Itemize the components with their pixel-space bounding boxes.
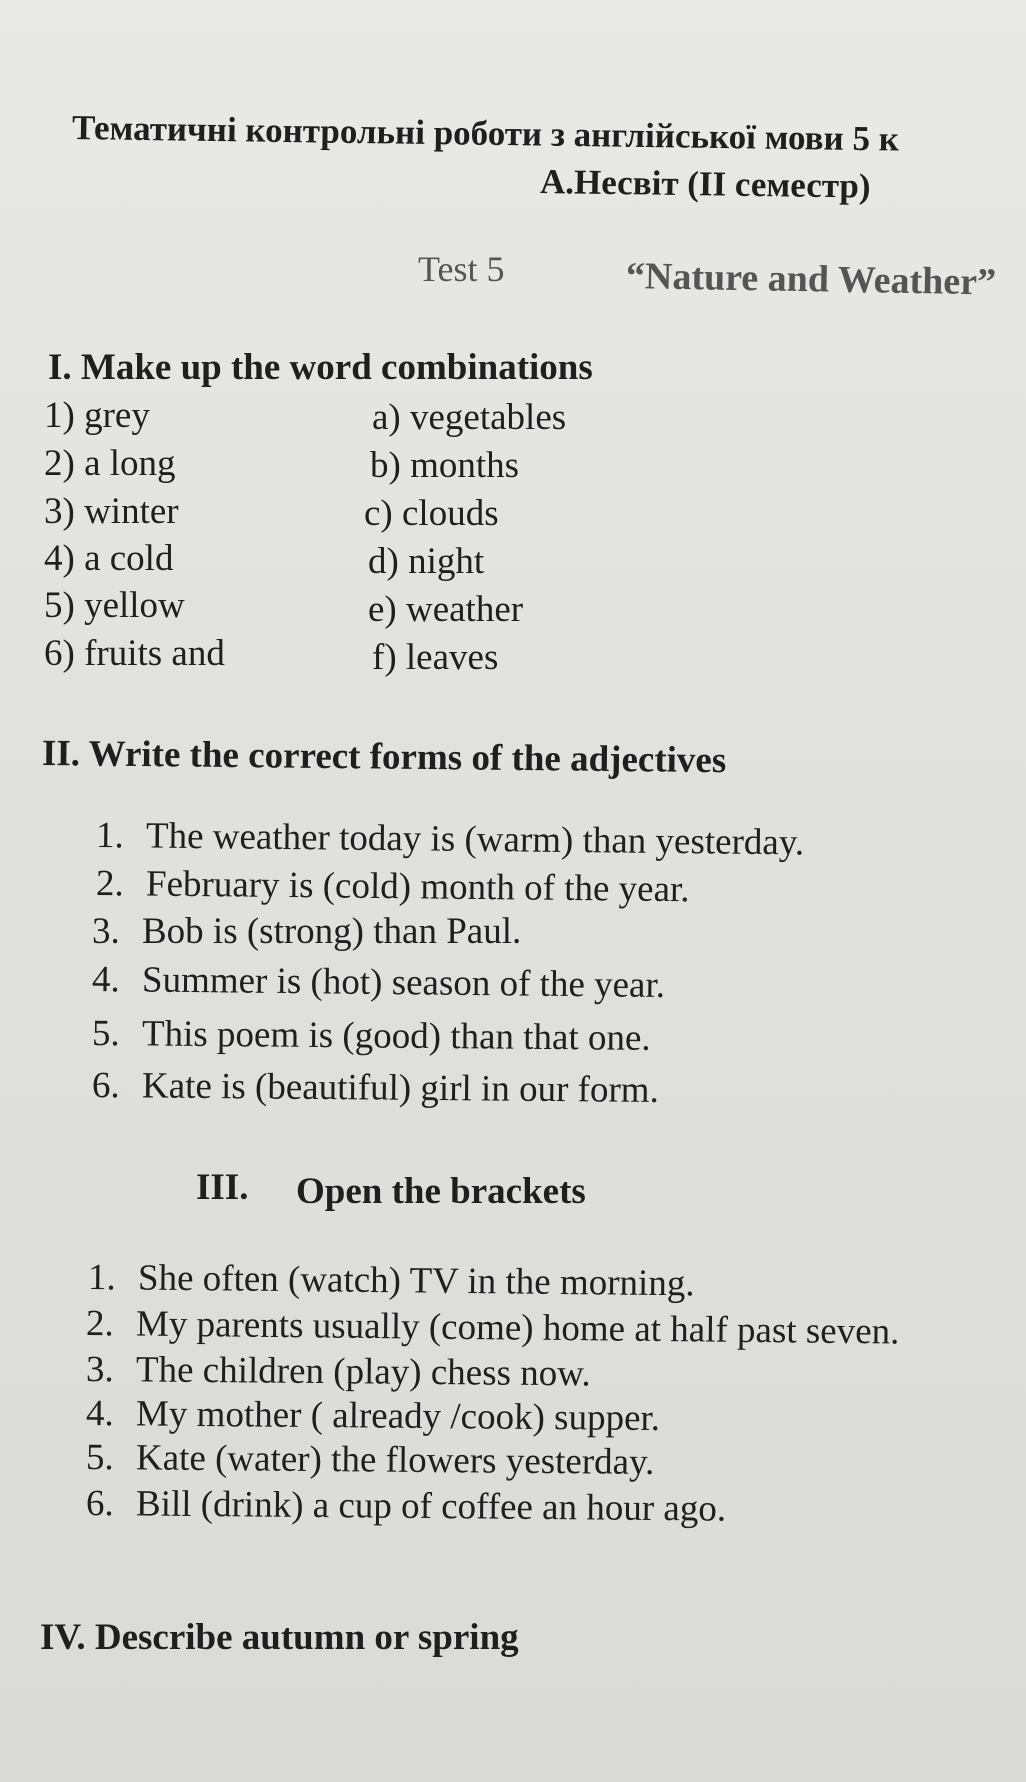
item-text: Kate is (beautiful) girl in our form. xyxy=(141,1065,659,1111)
combination-left-item: 5) yellow xyxy=(44,585,185,626)
item-number: 3. xyxy=(92,911,120,952)
combination-left-item: 1) grey xyxy=(44,395,150,436)
list-item xyxy=(96,862,690,911)
item-text: Bill (drink) a cup of coffee an hour ago. xyxy=(135,1483,727,1530)
combination-right-item: f) leaves xyxy=(372,637,499,678)
list-item xyxy=(96,814,805,864)
item-text: The children (play) chess now. xyxy=(135,1349,591,1395)
combination-left-item: 3) winter xyxy=(44,491,179,532)
item-text: She often (watch) TV in the morning. xyxy=(137,1257,695,1305)
item-number: 2. xyxy=(85,1303,114,1345)
item-number: 1. xyxy=(87,1257,116,1299)
section2-heading: II. Write the correct forms of the adjectives xyxy=(41,733,727,782)
list-item xyxy=(86,1436,655,1484)
list-item xyxy=(92,958,665,1007)
item-number: 1. xyxy=(95,815,124,857)
item-number: 6. xyxy=(85,1483,114,1525)
item-text: The weather today is (warm) than yesterday. xyxy=(145,815,805,864)
list-item xyxy=(92,1012,651,1060)
section3-numeral: III. xyxy=(196,1167,249,1208)
combination-right-item: e) weather xyxy=(368,589,524,630)
item-number: 4. xyxy=(91,959,120,1001)
combination-left-item: 2) a long xyxy=(44,443,176,484)
combination-left-item: 6) fruits and xyxy=(44,633,225,674)
list-item xyxy=(86,1482,726,1531)
list-item xyxy=(86,1302,900,1354)
section1-heading: I. Make up the word combinations xyxy=(48,347,593,388)
item-number: 6. xyxy=(91,1065,120,1107)
combination-left-item: 4) a cold xyxy=(44,538,174,579)
item-text: Summer is (hot) season of the year. xyxy=(141,959,666,1006)
item-text: Bob is (strong) than Paul. xyxy=(142,911,522,952)
page-subtitle: А.Несвіт (ІІ семестр) xyxy=(539,162,871,206)
item-text: This poem is (good) than that one. xyxy=(141,1013,651,1059)
section4-heading: IV. Describe autumn or spring xyxy=(40,1617,519,1658)
combination-right-item: d) night xyxy=(368,541,485,582)
combination-right-item: c) clouds xyxy=(364,493,499,534)
list-item xyxy=(88,1256,695,1305)
item-text: My parents usually (come) home at half past seven. xyxy=(135,1303,900,1353)
list-item xyxy=(86,1392,660,1440)
section3-heading: Open the brackets xyxy=(296,1171,586,1212)
item-number: 4. xyxy=(85,1393,114,1435)
item-text: My mother ( already /cook) supper. xyxy=(135,1393,661,1440)
list-item xyxy=(92,910,521,953)
list-item xyxy=(92,1064,659,1112)
test-number: Test 5 xyxy=(418,249,505,289)
item-text: February is (cold) month of the year. xyxy=(145,863,690,911)
combination-right-item: b) months xyxy=(370,445,520,486)
page-title: Тематичні контрольні роботи з англійської мови 5 к xyxy=(71,108,900,159)
item-number: 5. xyxy=(85,1437,114,1479)
item-number: 3. xyxy=(85,1349,114,1391)
item-number: 2. xyxy=(95,863,124,905)
test-topic: “Nature and Weather” xyxy=(625,255,997,304)
item-number: 5. xyxy=(91,1013,120,1055)
combination-right-item: a) vegetables xyxy=(372,397,567,438)
item-text: Kate (water) the flowers yesterday. xyxy=(135,1437,655,1483)
list-item xyxy=(86,1348,591,1395)
